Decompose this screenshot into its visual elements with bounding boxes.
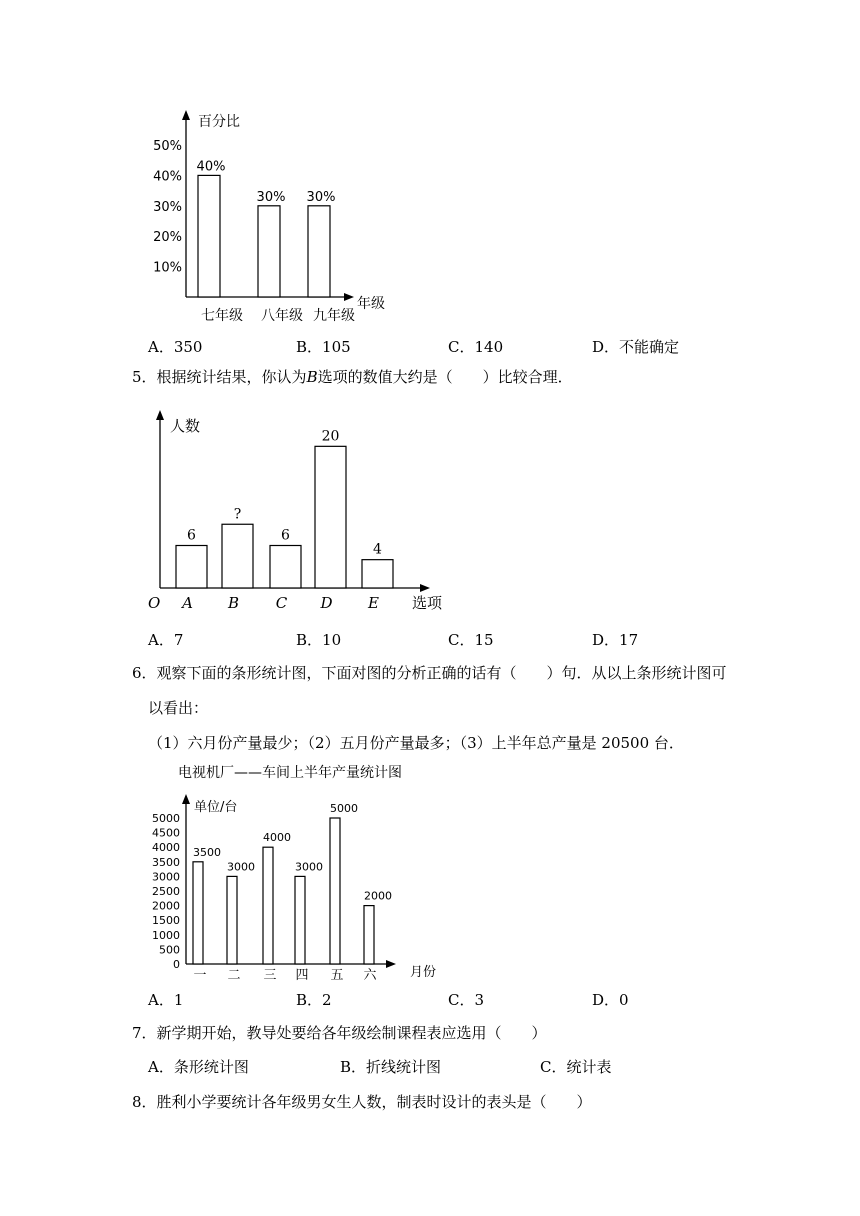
grade-percentage-chart xyxy=(140,100,400,330)
bar-value-label: 3000 xyxy=(227,860,255,874)
x-tick-label: 九年级 xyxy=(313,308,355,324)
option-text: 350 xyxy=(173,338,203,356)
x-tick-label: 二 xyxy=(227,968,241,982)
y-axis-arrow xyxy=(182,110,190,120)
y-axis-arrow xyxy=(182,794,190,804)
x-axis-label: 月份 xyxy=(410,965,437,980)
tv-production-chart-svg xyxy=(140,760,460,982)
option-letter: D． xyxy=(592,631,620,649)
bar-value-label: 4 xyxy=(373,541,382,558)
q5-options xyxy=(148,630,748,650)
y-tick-label: 10% xyxy=(153,260,182,276)
bar-d xyxy=(315,446,346,588)
option-c[interactable] xyxy=(448,630,494,650)
question-5 xyxy=(132,366,573,388)
option-letter: D． xyxy=(592,991,620,1009)
bar-a xyxy=(176,546,207,589)
x-axis-arrow xyxy=(386,960,396,968)
y-axis-label: 单位/台 xyxy=(194,800,238,815)
bar-value-label: ? xyxy=(233,506,242,523)
x-tick-label: 四 xyxy=(295,968,309,982)
option-a[interactable] xyxy=(148,337,202,357)
bar-2 xyxy=(258,206,280,297)
origin-label: O xyxy=(148,594,161,612)
option-letter: D． xyxy=(592,338,620,356)
option-d[interactable] xyxy=(592,990,629,1010)
option-letter: C． xyxy=(448,991,475,1009)
y-tick-label: 3000 xyxy=(152,870,180,884)
bar-month-1 xyxy=(193,862,203,964)
option-d[interactable] xyxy=(592,630,638,650)
bar-c xyxy=(270,546,301,589)
option-count-chart-svg xyxy=(140,404,460,620)
bar-value-label: 3000 xyxy=(295,860,323,874)
option-b[interactable] xyxy=(296,337,351,357)
bar-value-label: 30% xyxy=(306,189,336,205)
x-tick-label: 六 xyxy=(363,968,377,982)
x-axis-arrow xyxy=(344,293,354,301)
option-text: 140 xyxy=(474,338,504,356)
question-6-statements: （1）六月份产量最少；（2）五月份产量最多；（3）上半年总产量是 20500 台． xyxy=(148,734,684,752)
option-letter: A． xyxy=(148,1058,174,1076)
option-text: 不能确定 xyxy=(619,338,680,356)
option-a[interactable] xyxy=(148,630,183,650)
bar-value-label: 6 xyxy=(187,527,196,544)
y-tick-label: 2500 xyxy=(152,885,180,898)
option-text: 17 xyxy=(619,631,639,649)
tv-production-chart xyxy=(140,760,460,982)
bar-3 xyxy=(308,206,330,297)
question-number: 6． xyxy=(132,664,157,682)
option-text: 折线统计图 xyxy=(366,1058,442,1076)
option-c[interactable] xyxy=(448,337,503,357)
option-c[interactable] xyxy=(448,990,484,1010)
grade-percentage-chart-svg xyxy=(140,100,400,330)
question-7 xyxy=(132,1022,547,1044)
question-number: 7． xyxy=(132,1024,157,1042)
question-text: 胜利小学要统计各年级男女生人数，制表时设计的表头是（ ） xyxy=(156,1093,592,1111)
bar-value-label: 20 xyxy=(321,428,340,445)
x-tick-label: 七年级 xyxy=(201,308,243,324)
x-tick-label: 一 xyxy=(193,968,207,982)
option-letter: B． xyxy=(296,631,323,649)
x-tick-label: C xyxy=(275,594,288,612)
bar-month-4 xyxy=(295,876,305,964)
option-text: 15 xyxy=(474,631,494,649)
q7-options xyxy=(148,1057,748,1077)
option-letter: B． xyxy=(296,338,323,356)
x-tick-label: B xyxy=(227,594,240,612)
option-b[interactable] xyxy=(296,990,332,1010)
x-tick-label: 五 xyxy=(330,968,344,982)
y-axis-label: 百分比 xyxy=(198,114,240,130)
x-tick-label: 八年级 xyxy=(261,308,303,324)
bar-month-5 xyxy=(330,818,340,964)
option-d[interactable] xyxy=(592,337,679,357)
y-tick-label: 4500 xyxy=(152,826,180,840)
bar-value-label: 40% xyxy=(196,159,226,175)
question-text: 观察下面的条形统计图，下面对图的分析正确的话有（ ）句．从以上条形统计图可 xyxy=(156,664,727,682)
option-letter: C． xyxy=(448,338,475,356)
bar-month-6 xyxy=(364,906,374,964)
option-text: 0 xyxy=(619,991,629,1009)
bar-value-label: 2000 xyxy=(364,889,392,903)
y-tick-label: 30% xyxy=(153,199,182,215)
question-6 xyxy=(132,662,727,684)
x-axis-label: 年级 xyxy=(357,296,385,312)
option-a[interactable] xyxy=(148,1057,249,1077)
option-letter: A． xyxy=(148,338,174,356)
question-number: 5． xyxy=(132,368,157,386)
option-text: 统计表 xyxy=(566,1058,612,1076)
option-text: 条形统计图 xyxy=(173,1058,249,1076)
q6-options xyxy=(148,990,748,1010)
y-tick-label: 3500 xyxy=(152,855,180,869)
bar-value-label: 5000 xyxy=(330,802,358,815)
question-text: 选项的数值大约是（ ）比较合理． xyxy=(317,368,573,386)
bar-1 xyxy=(198,175,220,297)
option-letter: A． xyxy=(148,631,174,649)
option-letter: C． xyxy=(540,1058,567,1076)
y-tick-label: 40% xyxy=(153,169,182,185)
bar-month-3 xyxy=(263,847,273,964)
option-count-chart xyxy=(140,404,460,620)
y-axis-label: 人数 xyxy=(170,417,201,435)
option-letter: C． xyxy=(448,631,475,649)
question-text: 根据统计结果，你认为 xyxy=(156,368,307,386)
option-c[interactable] xyxy=(540,1057,612,1077)
y-tick-label: 5000 xyxy=(152,812,180,825)
chart-title: 电视机厂——车间上半年产量统计图 xyxy=(178,765,402,781)
y-tick-label: 1500 xyxy=(152,914,180,928)
option-text: 3 xyxy=(474,991,485,1009)
bar-month-2 xyxy=(227,876,237,964)
y-tick-label: 0 xyxy=(173,958,180,971)
x-axis-arrow xyxy=(420,584,430,592)
q4-options xyxy=(148,337,748,357)
x-tick-label: D xyxy=(320,594,333,612)
bar-value-label: 30% xyxy=(256,189,286,205)
y-tick-label: 4000 xyxy=(152,841,180,855)
question-8 xyxy=(132,1091,592,1113)
x-tick-label: 三 xyxy=(263,968,277,982)
bar-value-label: 3500 xyxy=(193,845,221,859)
x-tick-label: E xyxy=(368,594,379,612)
bar-b xyxy=(222,524,253,588)
x-tick-label: A xyxy=(182,594,193,612)
x-axis-label: 选项 xyxy=(412,594,443,612)
question-6-line-2: 以看出： xyxy=(148,699,209,717)
option-text: 105 xyxy=(322,338,351,356)
bar-value-label: 6 xyxy=(281,527,290,544)
option-text: 2 xyxy=(322,991,332,1009)
bar-value-label: 4000 xyxy=(263,831,291,845)
y-tick-label: 20% xyxy=(153,230,182,246)
option-text: 7 xyxy=(173,631,184,649)
option-a[interactable] xyxy=(148,990,183,1010)
question-text: 新学期开始，教导处要给各年级绘制课程表应选用（ ） xyxy=(156,1024,547,1042)
bar-e xyxy=(362,560,393,588)
option-letter: B． xyxy=(296,991,323,1009)
y-tick-label: 500 xyxy=(159,943,180,957)
y-tick-label: 50% xyxy=(153,139,182,154)
y-tick-label: 1000 xyxy=(152,928,180,942)
question-number: 8． xyxy=(132,1093,157,1111)
option-b[interactable] xyxy=(296,630,341,650)
option-letter: A． xyxy=(148,991,174,1009)
option-b[interactable] xyxy=(340,1057,441,1077)
option-text: 1 xyxy=(173,991,184,1009)
y-tick-label: 2000 xyxy=(152,899,180,913)
y-axis-arrow xyxy=(156,410,164,420)
option-letter: B． xyxy=(340,1058,367,1076)
option-text: 10 xyxy=(322,631,342,649)
question-variable: B xyxy=(306,368,318,386)
